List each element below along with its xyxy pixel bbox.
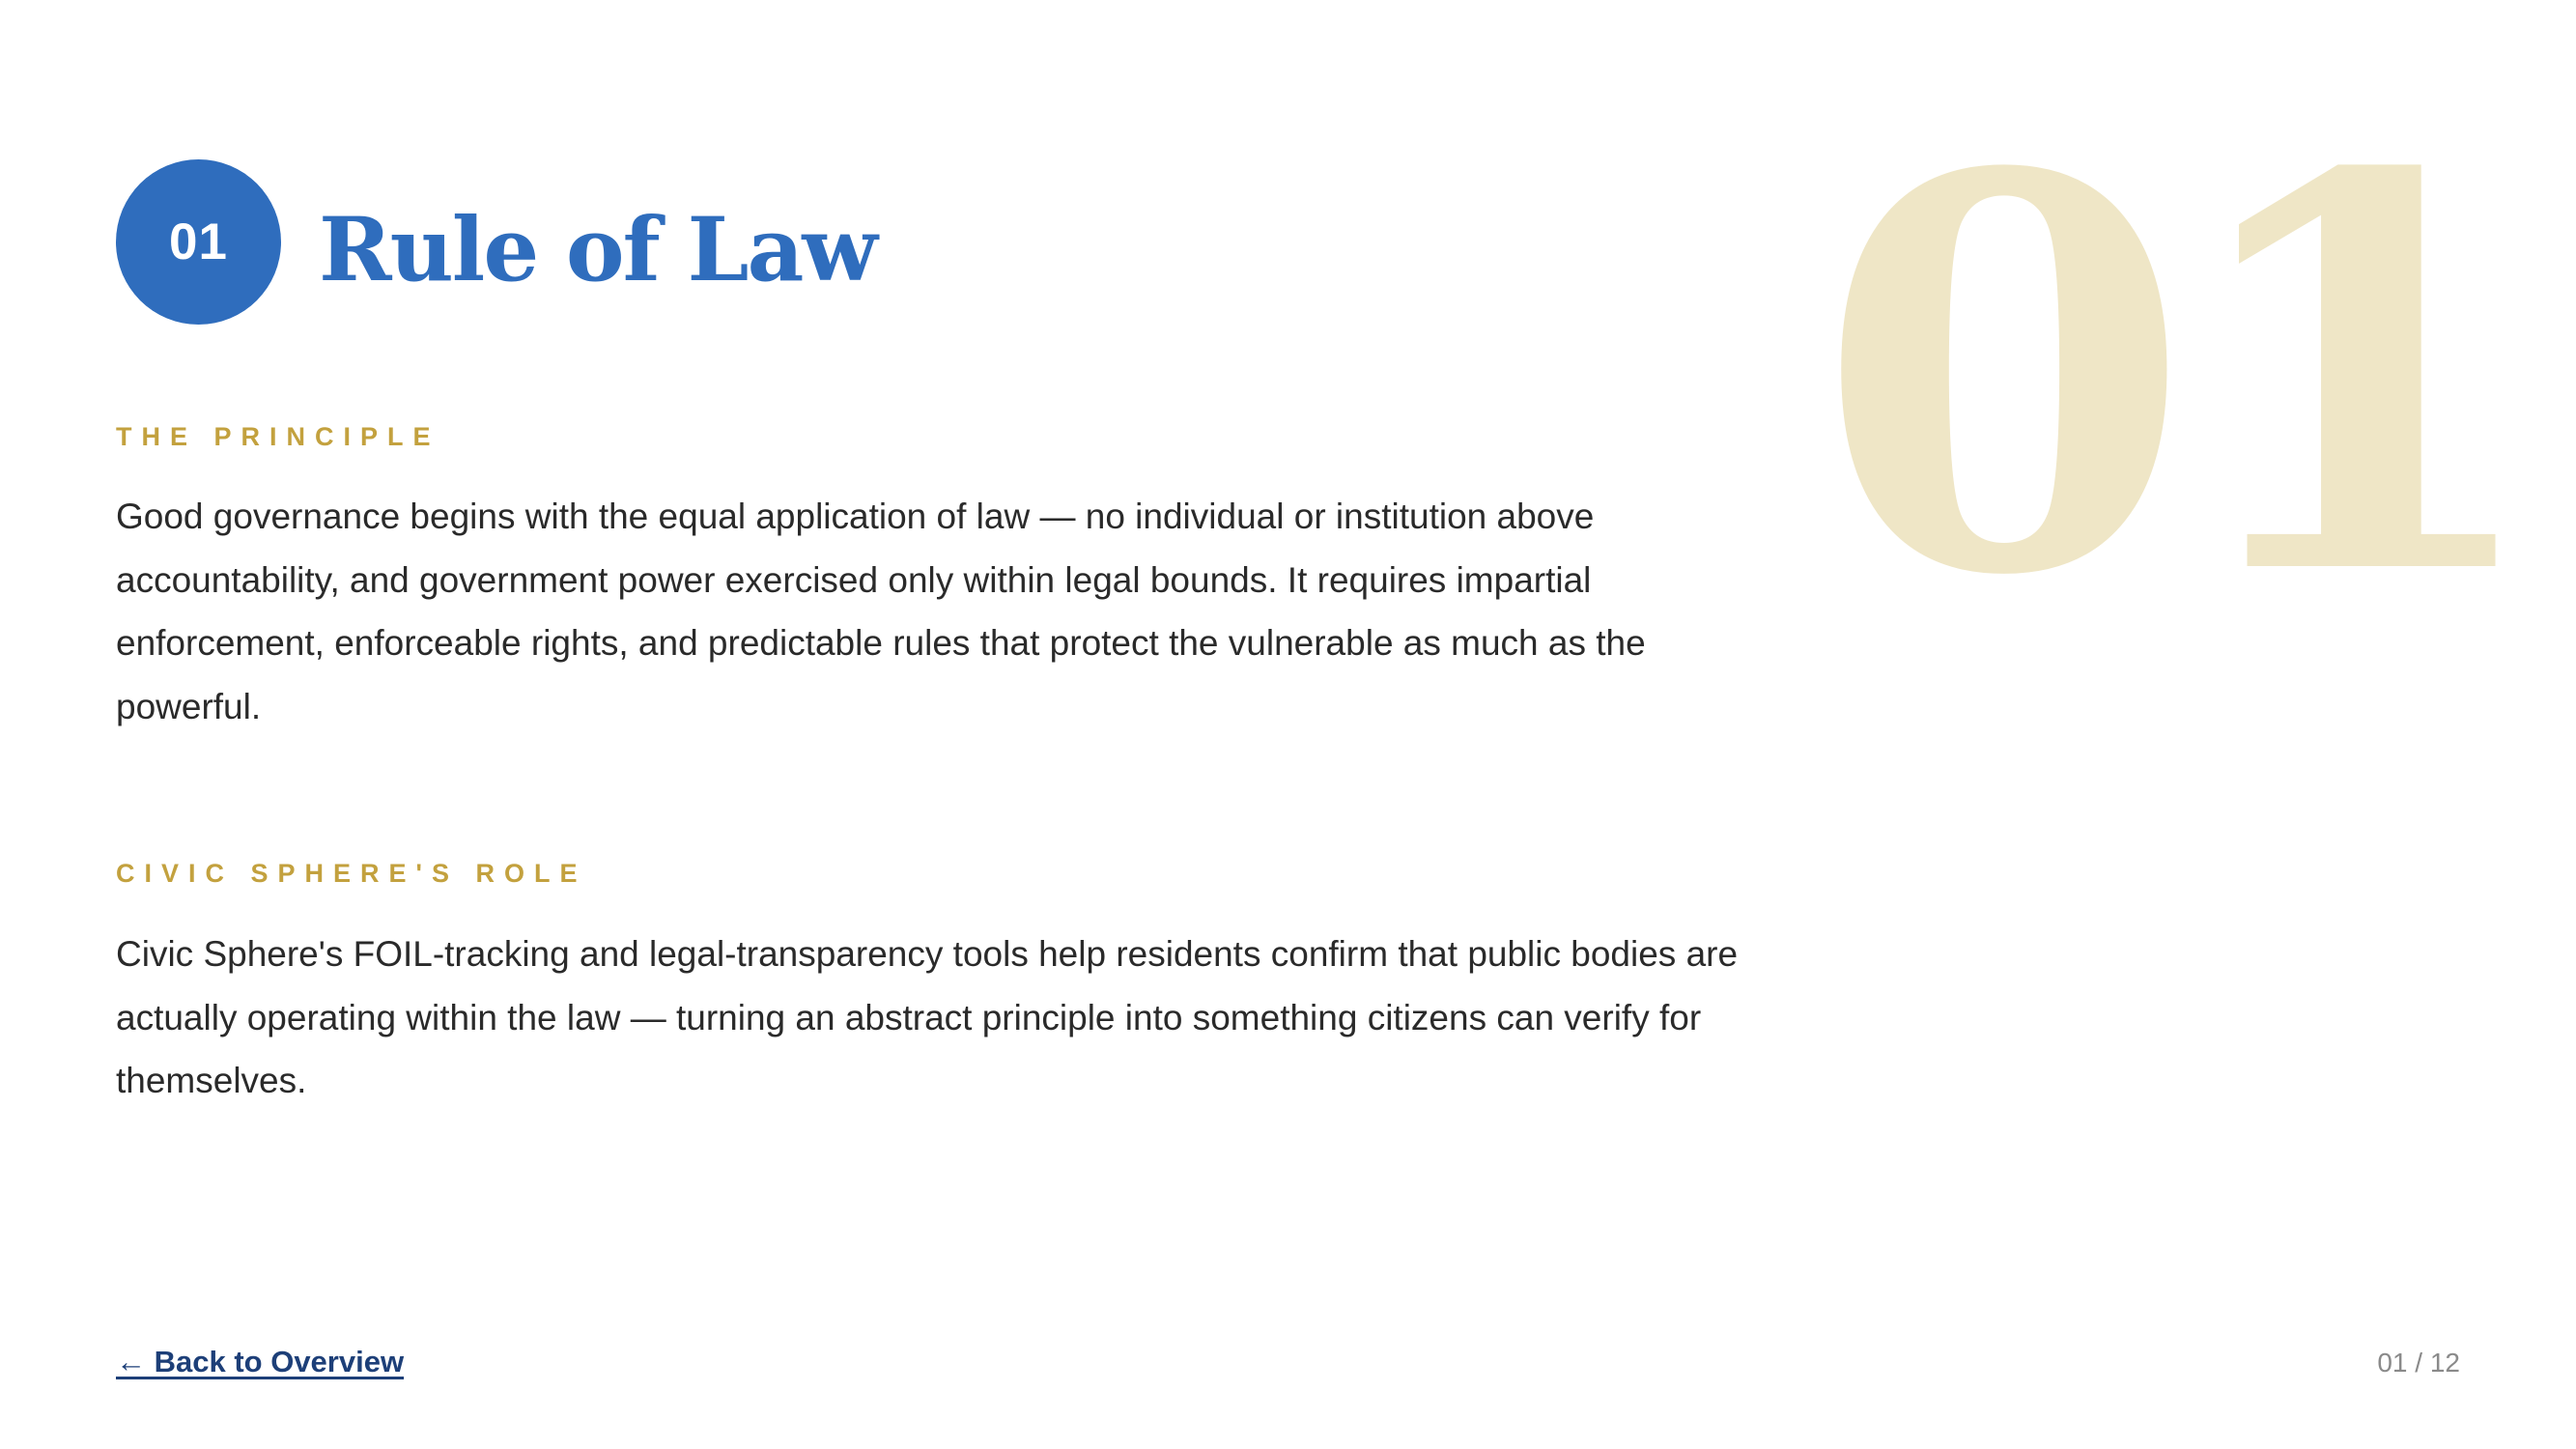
page-counter: 01 / 12 — [2377, 1348, 2460, 1378]
principle-text: Good governance begins with the equal application of law — no individual or institution above accountability, and government power exercised only within legal bounds. It requires impartial enforcement, enforceable rights, and predictable rules that protect the vulnerable as much as the powerful. — [116, 497, 1646, 726]
back-to-overview-link[interactable]: ← Back to Overview — [116, 1345, 405, 1378]
principle-heading: THE PRINCIPLE — [116, 422, 440, 451]
page-title: Rule of Law — [319, 199, 876, 301]
civic-role-text: Civic Sphere's FOIL-tracking and legal-transparency tools help residents confirm that public bodies are actually operating within the law — turning an abstract principle into something citizens can verify for themselves. — [116, 934, 1739, 1100]
watermark-number: 01 — [1816, 59, 2531, 695]
civic-role-heading: CIVIC SPHERE'S ROLE — [116, 859, 587, 888]
section-number-badge: 01 — [116, 159, 281, 325]
